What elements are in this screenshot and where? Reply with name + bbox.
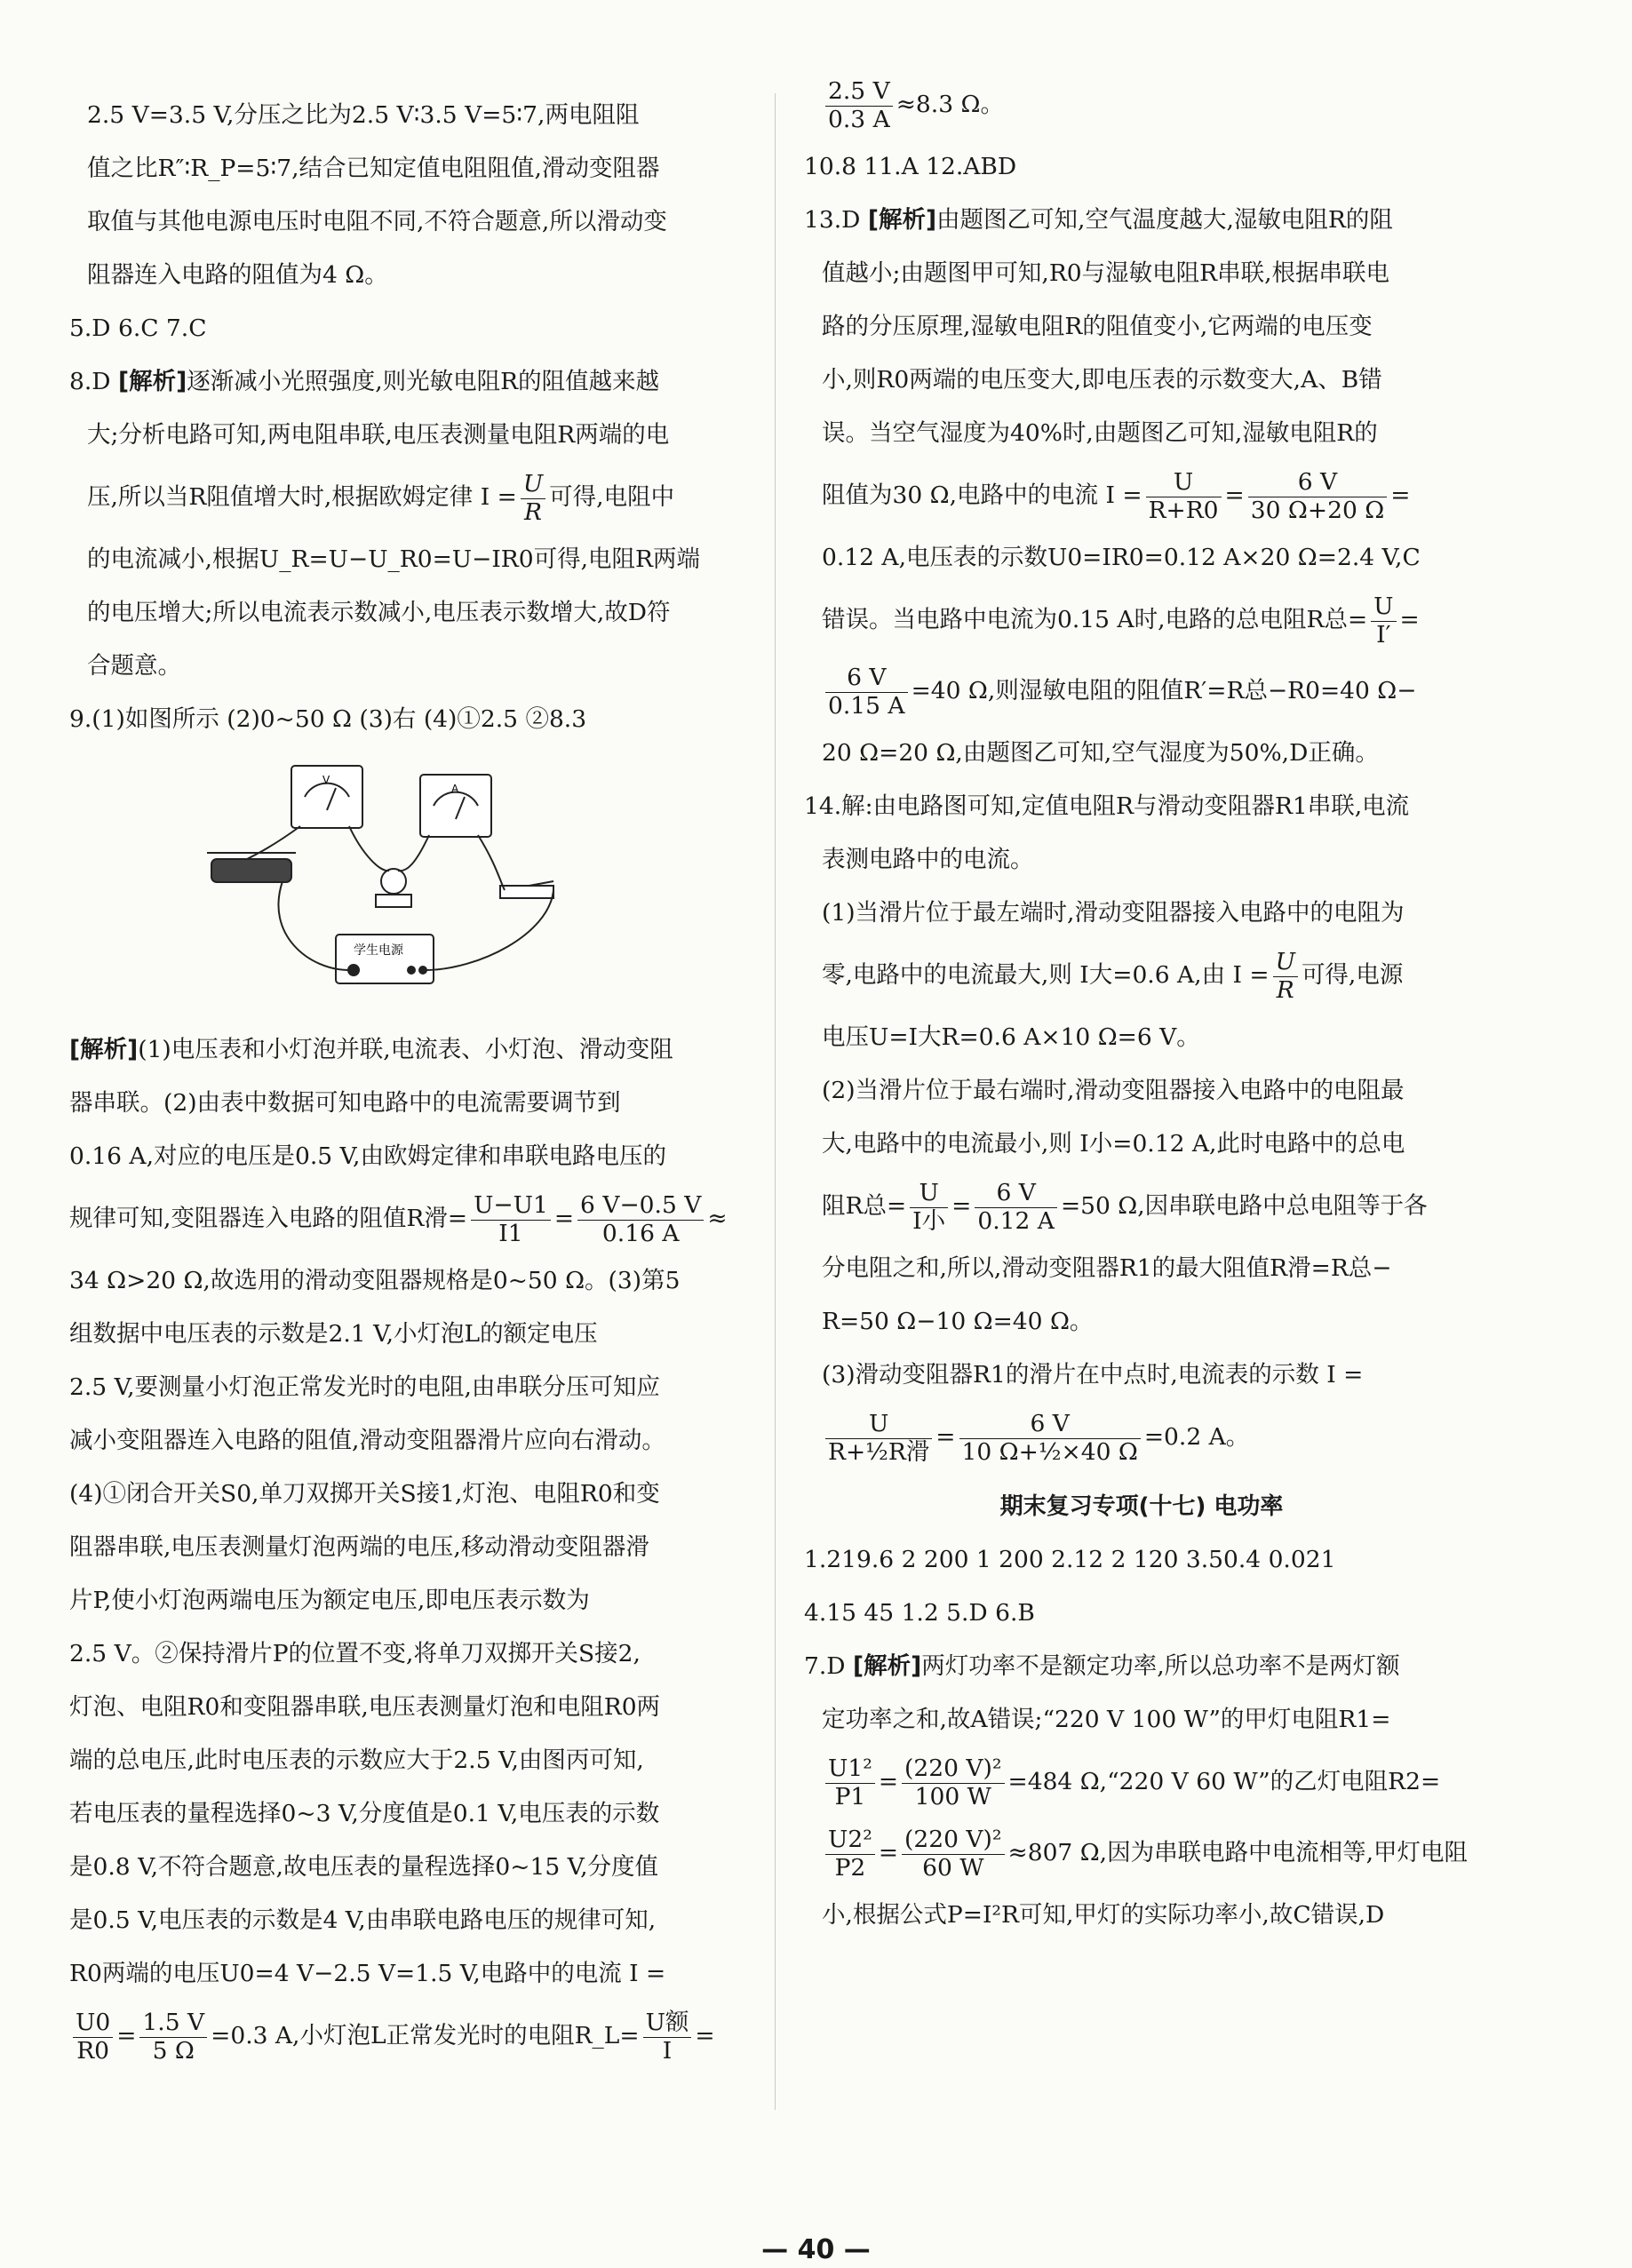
q8-line bbox=[69, 355, 758, 409]
text-line: 小,则R0两端的电压变大,即电压表的示数变大,A、B错 bbox=[822, 366, 1382, 394]
text-line: 阻器串联,电压表测量灯泡两端的电压,移动滑动变阻器滑 bbox=[69, 1533, 649, 1561]
text-span: = bbox=[1390, 481, 1411, 509]
text-span: 阻R总= bbox=[822, 1192, 907, 1220]
analysis-tag: [解析] bbox=[852, 1652, 922, 1680]
denominator: R bbox=[1276, 975, 1294, 1004]
text-line: 0.16 A,对应的电压是0.5 V,由欧姆定律和串联电路电压的 bbox=[69, 1142, 666, 1170]
text-line: 取值与其他电源电压时电阻不同,不符合题意,所以滑动变 bbox=[87, 208, 667, 235]
denominator: I bbox=[662, 2036, 673, 2065]
denominator: 60 W bbox=[922, 1853, 984, 1882]
denominator: 5 Ω bbox=[152, 2036, 195, 2065]
text-span: 错误。当电路中电流为0.15 A时,电路的总电阻R总= bbox=[822, 606, 1368, 633]
numerator: 6 V bbox=[959, 1411, 1141, 1438]
text-line: 是0.5 V,电压表的示数是4 V,由串联电路电压的规律可知, bbox=[69, 1906, 657, 1934]
formula-line bbox=[804, 585, 1479, 656]
fraction bbox=[521, 471, 545, 526]
denominator: 0.12 A bbox=[977, 1206, 1055, 1235]
text-line: 器串联。(2)由表中数据可知电路中的电流需要调节到 bbox=[69, 1089, 621, 1117]
numerator: 6 V bbox=[975, 1180, 1057, 1207]
text-span: = bbox=[116, 2022, 137, 2049]
fraction bbox=[975, 1180, 1057, 1235]
q13-line bbox=[804, 194, 1479, 247]
text-span: ≈ bbox=[707, 1205, 728, 1232]
denominator: 10 Ω+½×40 Ω bbox=[961, 1437, 1138, 1466]
fraction bbox=[1273, 949, 1298, 1004]
ammeter-label: A bbox=[451, 783, 459, 795]
text-span: = bbox=[878, 1839, 899, 1866]
fraction bbox=[902, 1826, 1004, 1882]
text-line: R0两端的电压U0=4 V−2.5 V=1.5 V,电路中的电流 I = bbox=[69, 1960, 666, 1987]
formula-line bbox=[69, 2001, 758, 2072]
text-line: (1)当滑片位于最左端时,滑动变阻器接入电路中的电阻为 bbox=[822, 899, 1405, 927]
fraction bbox=[1371, 593, 1396, 649]
q8-number: 8.D bbox=[69, 368, 111, 395]
text-line: 2.5 V=3.5 V,分压之比为2.5 V∶3.5 V=5∶7,两电阻阻 bbox=[87, 101, 640, 129]
text-line: 合题意。 bbox=[87, 652, 181, 680]
text-span: = bbox=[951, 1192, 972, 1220]
formula-line bbox=[804, 656, 1479, 727]
formula-line bbox=[804, 460, 1479, 531]
fraction bbox=[825, 1826, 875, 1882]
right-column bbox=[804, 77, 1479, 1942]
answer-line: 10.8 11.A 12.ABD bbox=[804, 153, 1017, 180]
fraction bbox=[825, 1411, 932, 1466]
formula-line bbox=[804, 69, 1479, 140]
denominator: I小 bbox=[912, 1206, 946, 1235]
denominator: R+R0 bbox=[1148, 496, 1219, 524]
numerator: U bbox=[1146, 469, 1222, 497]
denominator: 100 W bbox=[914, 1782, 991, 1810]
text-span: = bbox=[935, 1423, 956, 1451]
formula-line bbox=[804, 1171, 1479, 1242]
q7-line bbox=[804, 1640, 1479, 1693]
text-line: 定功率之和,故A错误;“220 V 100 W”的甲灯电阻R1= bbox=[822, 1706, 1391, 1733]
text-line: 2.5 V,要测量小灯泡正常发光时的电阻,由串联分压可知应 bbox=[69, 1373, 660, 1401]
text-span: 零,电路中的电流最大,则 I大=0.6 A,由 I = bbox=[822, 961, 1270, 989]
voltmeter-label: V bbox=[322, 774, 330, 786]
analysis-tag: [解析] bbox=[867, 206, 937, 234]
power-supply-label: 学生电源 bbox=[354, 943, 403, 958]
text-line: 表测电路中的电流。 bbox=[822, 846, 1034, 873]
numerator: (220 V)² bbox=[902, 1826, 1004, 1854]
denominator: R+½R滑 bbox=[828, 1437, 930, 1466]
text-line: (4)①闭合开关S0,单刀双掷开关S接1,灯泡、电阻R0和变 bbox=[69, 1480, 660, 1508]
text-span: =484 Ω,“220 V 60 W”的乙灯电阻R2= bbox=[1007, 1768, 1441, 1795]
left-column bbox=[69, 89, 758, 2072]
q13-number: 13.D bbox=[804, 206, 861, 234]
text-line: 组数据中电压表的示数是2.1 V,小灯泡L的额定电压 bbox=[69, 1320, 598, 1348]
text-span: 可得,电阻中 bbox=[549, 483, 675, 511]
text-span: 阻值为30 Ω,电路中的电流 I = bbox=[822, 481, 1142, 509]
text-line: 大;分析电路可知,两电阻串联,电压表测量电阻R两端的电 bbox=[87, 421, 670, 449]
denominator: R0 bbox=[76, 2036, 110, 2065]
fraction bbox=[825, 664, 908, 720]
text-span: (1)电压表和小灯泡并联,电流表、小灯泡、滑动变阻 bbox=[138, 1036, 673, 1063]
text-span: =40 Ω,则湿敏电阻的阻值R′=R总−R0=40 Ω− bbox=[911, 677, 1417, 704]
text-line: 片P,使小灯泡两端电压为额定电压,即电压表示数为 bbox=[69, 1587, 590, 1614]
text-span: 可得,电源 bbox=[1301, 961, 1404, 989]
fraction bbox=[902, 1755, 1004, 1810]
text-line: 2.5 V。②保持滑片P的位置不变,将单刀双掷开关S接2, bbox=[69, 1640, 641, 1667]
text-span: 由题图乙可知,空气温度越大,湿敏电阻R的阻 bbox=[936, 206, 1393, 234]
text-span: =0.2 A。 bbox=[1143, 1423, 1250, 1451]
fraction bbox=[73, 2009, 113, 2065]
fraction bbox=[471, 1192, 551, 1247]
fraction bbox=[910, 1180, 948, 1235]
formula-line: 规律可知,变阻器连入电路的阻值R滑= $\frac{U-U1}{I1}$ = $\frac{6 V-0.5 V}{0.16 A}$ ≈ bbox=[69, 1191, 728, 1247]
text-line: 大,电路中的电流最小,则 I小=0.12 A,此时电路中的总电 bbox=[822, 1130, 1405, 1158]
text-span: =50 Ω,因串联电路中总电阻等于各 bbox=[1060, 1192, 1428, 1220]
text-span: 两灯功率不是额定功率,所以总功率不是两灯额 bbox=[921, 1652, 1400, 1680]
text-span: =0.3 A,小灯泡L正常发光时的电阻R_L= bbox=[211, 2022, 640, 2049]
text-line: 误。当空气湿度为40%时,由题图乙可知,湿敏电阻R的 bbox=[822, 419, 1378, 447]
text-span: 规律可知,变阻器连入电路的阻值R滑= bbox=[69, 1205, 468, 1232]
numerator: 1.5 V bbox=[139, 2009, 207, 2037]
numerator: U1² bbox=[825, 1755, 875, 1783]
text-line: 电压U=I大R=0.6 A×10 Ω=6 V。 bbox=[822, 1023, 1200, 1051]
denominator: 0.15 A bbox=[828, 691, 905, 720]
denominator: I1 bbox=[498, 1219, 523, 1247]
answer-line: 1.219.6 2 200 1 200 2.12 2 120 3.50.4 0.021 bbox=[804, 1546, 1336, 1573]
text-span: = bbox=[1224, 481, 1245, 509]
q9-answer-line: 9.(1)如图所示 (2)0~50 Ω (3)右 (4)①2.5 ②8.3 bbox=[69, 705, 587, 733]
fraction bbox=[825, 78, 893, 133]
numerator: U bbox=[1371, 593, 1396, 621]
q7-number: 7.D bbox=[804, 1652, 846, 1680]
fraction bbox=[139, 2009, 207, 2065]
text-line: 是0.8 V,不符合题意,故电压表的量程选择0~15 V,分度值 bbox=[69, 1853, 659, 1881]
numerator: U bbox=[910, 1180, 948, 1207]
power-supply-icon bbox=[336, 935, 434, 983]
denominator: I′ bbox=[1376, 620, 1391, 649]
text-line: 34 Ω>20 Ω,故选用的滑动变阻器规格是0~50 Ω。(3)第5 bbox=[69, 1267, 681, 1294]
section-title: 期末复习专项(十七) 电功率 bbox=[999, 1493, 1284, 1520]
fraction bbox=[1248, 469, 1387, 524]
text-line: 值越小;由题图甲可知,R0与湿敏电阻R串联,根据串联电 bbox=[822, 259, 1390, 287]
fraction bbox=[643, 2009, 692, 2065]
numerator: 6 V bbox=[825, 664, 908, 692]
numerator: U bbox=[1273, 949, 1298, 976]
fraction bbox=[825, 1755, 875, 1810]
numerator: 6 V bbox=[1248, 469, 1387, 497]
numerator: 6 V−0.5 V bbox=[577, 1192, 704, 1220]
text-line: 减小变阻器连入电路的阻值,滑动变阻器滑片应向右滑动。 bbox=[69, 1427, 665, 1454]
denominator: 0.16 A bbox=[601, 1219, 680, 1247]
text-line: 路的分压原理,湿敏电阻R的阻值变小,它两端的电压变 bbox=[822, 313, 1373, 340]
text-line: (2)当滑片位于最右端时,滑动变阻器接入电路中的电阻最 bbox=[822, 1077, 1405, 1104]
numerator: U bbox=[825, 1411, 932, 1438]
analysis-tag: [解析] bbox=[69, 1036, 139, 1063]
text-line: 值之比R″∶R_P=5∶7,结合已知定值电阻阻值,滑动变阻器 bbox=[87, 155, 660, 182]
text-line: 灯泡、电阻R0和变阻器串联,电压表测量灯泡和电阻R0两 bbox=[69, 1693, 661, 1721]
denominator: P1 bbox=[834, 1782, 866, 1810]
denominator: R bbox=[524, 497, 542, 526]
text-line: 阻器连入电路的阻值为4 Ω。 bbox=[87, 261, 388, 289]
page-number: — 40 — bbox=[761, 2234, 871, 2265]
text-line: 的电流减小,根据U_R=U−U_R0=U−IR0可得,电阻R两端 bbox=[87, 545, 700, 573]
fraction bbox=[1146, 469, 1222, 524]
answer-line: 4.15 45 1.2 5.D 6.B bbox=[804, 1599, 1035, 1627]
formula-line bbox=[804, 1818, 1479, 1889]
text-line: 若电压表的量程选择0~3 V,分度值是0.1 V,电压表的示数 bbox=[69, 1800, 660, 1827]
text-line: 小,根据公式P=I²R可知,甲灯的实际功率小,故C错误,D bbox=[822, 1901, 1385, 1929]
denominator: 30 Ω+20 Ω bbox=[1250, 496, 1385, 524]
bulb-icon bbox=[381, 869, 406, 894]
text-span: ≈807 Ω,因为串联电路中电流相等,甲灯电阻 bbox=[1007, 1839, 1469, 1866]
numerator: U2² bbox=[825, 1826, 875, 1854]
answer-line: 5.D 6.C 7.C bbox=[69, 314, 207, 342]
analysis-tag: [解析] bbox=[117, 368, 187, 395]
numerator: U−U1 bbox=[471, 1192, 551, 1220]
numerator: (220 V)² bbox=[902, 1755, 1004, 1783]
numerator: 2.5 V bbox=[825, 78, 893, 106]
fraction bbox=[577, 1192, 704, 1247]
formula-line bbox=[804, 1402, 1479, 1473]
q9-analysis-line bbox=[69, 1023, 758, 1077]
text-line: 的电压增大;所以电流表示数减小,电压表示数增大,故D符 bbox=[87, 599, 671, 626]
denominator: 0.3 A bbox=[828, 105, 890, 133]
circuit-figure bbox=[194, 757, 593, 997]
text-span: ≈8.3 Ω。 bbox=[896, 91, 1004, 118]
text-span: = bbox=[1399, 606, 1420, 633]
text-line: 14.解:由电路图可知,定值电阻R与滑动变阻器R1串联,电流 bbox=[804, 792, 1410, 820]
fraction bbox=[959, 1411, 1141, 1466]
numerator: U bbox=[521, 471, 545, 498]
rheostat-icon bbox=[211, 859, 291, 882]
text-span: 压,所以当R阻值增大时,根据欧姆定律 I = bbox=[87, 483, 517, 511]
text-line: 端的总电压,此时电压表的示数应大于2.5 V,由图丙可知, bbox=[69, 1747, 644, 1774]
text-line: (3)滑动变阻器R1的滑片在中点时,电流表的示数 I = bbox=[822, 1361, 1364, 1389]
text-line: 逐渐减小光照强度,则光敏电阻R的阻值越来越 bbox=[187, 368, 660, 395]
text-line: 0.12 A,电压表的示数U0=IR0=0.12 A×20 Ω=2.4 V,C bbox=[822, 544, 1421, 571]
denominator: P2 bbox=[834, 1853, 866, 1882]
text-line: 分电阻之和,所以,滑动变阻器R1的最大阻值R滑=R总− bbox=[822, 1254, 1392, 1282]
formula-line bbox=[804, 1747, 1479, 1818]
numerator: U额 bbox=[643, 2009, 692, 2037]
text-line: 20 Ω=20 Ω,由题图乙可知,空气湿度为50%,D正确。 bbox=[822, 739, 1379, 767]
column-divider bbox=[775, 93, 776, 2110]
formula-line bbox=[69, 462, 758, 533]
text-span: = bbox=[695, 2022, 715, 2049]
numerator: U0 bbox=[73, 2009, 113, 2037]
text-span: = bbox=[878, 1768, 899, 1795]
text-line: R=50 Ω−10 Ω=40 Ω。 bbox=[822, 1308, 1094, 1335]
formula-line bbox=[804, 940, 1479, 1011]
